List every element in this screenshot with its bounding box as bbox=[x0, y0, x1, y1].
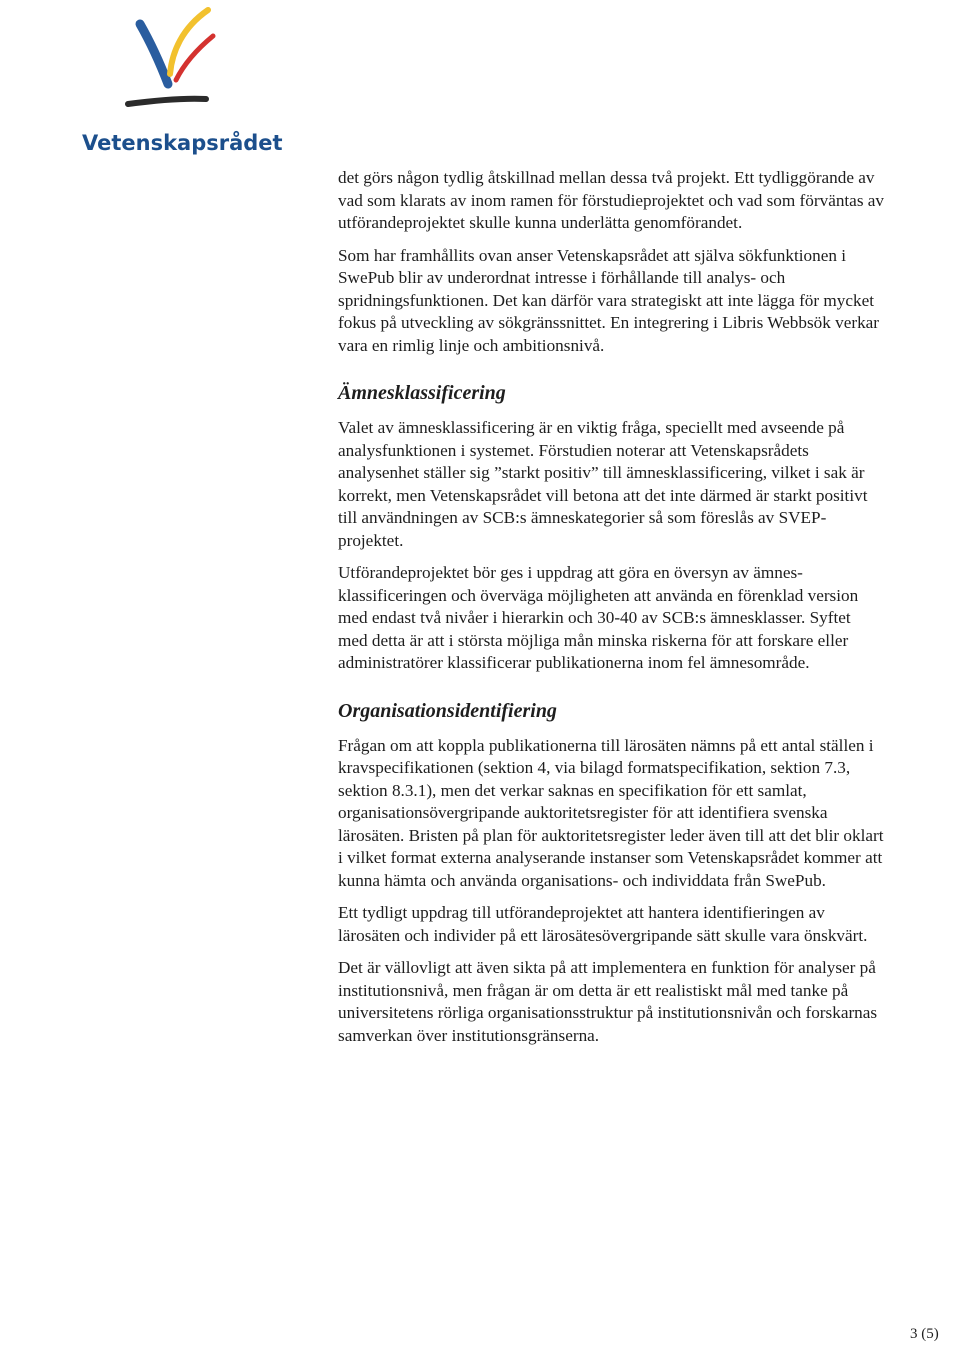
text-line: spridningsfunktionen. Det kan därför vara strategiskt att inte lägga för mycket bbox=[338, 290, 874, 310]
text-line: Som har framhållits ovan anser Vetenskapsrådet att själva sökfunktionen i bbox=[338, 245, 847, 265]
text-line: i vilket format externa analyserande instanser som Vetenskapsrådet kommer att bbox=[338, 848, 883, 867]
text-line: analysenhet ställer sig ”starkt positiv” till ämnesklassificering, vilket i sak är bbox=[338, 463, 865, 482]
text-line: universitetens rörliga organisationsstruktur på institutionsnivån och forskarnas bbox=[338, 1003, 878, 1022]
text-line: kravspecifikationen (sektion 4, via bilagd formatspecifikation, sektion 7.3, bbox=[338, 758, 851, 777]
text-line: korrekt, men Vetenskapsrådet vill betona att det inte därmed är starkt positivt bbox=[338, 485, 868, 505]
text-line: Valet av ämnesklassificering är en viktig fråga, speciellt med avseende på bbox=[338, 418, 845, 437]
text-line: Utförandeprojektet bör ges i uppdrag att göra en översyn av ämnes- bbox=[338, 563, 803, 582]
text-line: det görs någon tydlig åtskillnad mellan dessa två projekt. Ett tydliggörande av bbox=[338, 168, 875, 187]
section-heading-amnesklassificering: Ämnesklassificering bbox=[338, 382, 506, 404]
paragraph-4 bbox=[338, 562, 960, 675]
text-line: vad som klarats av inom ramen för förstudieprojektet och vad som förväntas av bbox=[338, 190, 885, 210]
text-line: organisationsövergripande auktoritetsregister för att identifiera svenska bbox=[338, 803, 828, 822]
paragraph-1 bbox=[338, 167, 960, 235]
text-line: fokus på utveckling av sökgränssnittet. En integrering i Libris Webbsök verkar bbox=[338, 313, 880, 332]
text-line: Det är vällovligt att även sikta på att implementera en funktion för analyser på bbox=[338, 958, 876, 977]
logo-blue-stroke bbox=[140, 24, 168, 84]
text-line: administratörer klassificerar publikationerna inom fel ämnesområde. bbox=[338, 653, 810, 672]
text-line: till användningen av SCB:s ämneskategorier så som föreslås av SVEP- bbox=[338, 508, 827, 527]
paragraph-7 bbox=[338, 957, 960, 1047]
text-line: projektet. bbox=[338, 530, 404, 550]
text-line: Frågan om att koppla publikationerna till lärosäten nämns på ett antal ställen i bbox=[338, 735, 874, 755]
text-line: Ett tydligt uppdrag till utförandeprojektet att hantera identifieringen av bbox=[338, 903, 825, 922]
paragraph-2 bbox=[338, 245, 960, 358]
text-line: klassificeringen och överväga möjligheten att använda en förenklad version bbox=[338, 585, 859, 605]
text-line: med endast två nivåer i hierarkin och 30-40 av SCB:s ämnesklasser. Syftet bbox=[338, 608, 851, 627]
page-number: 3 (5) bbox=[910, 1326, 939, 1342]
text-line: lärosäten och individer på ett lärosätesövergripande sätt skulle vara önskvärt. bbox=[338, 925, 868, 945]
document-body bbox=[338, 167, 960, 1057]
text-line: utförandeprojektet skulle kunna underlätta genomförandet. bbox=[338, 213, 743, 232]
logo-wordmark: Vetenskapsrådet bbox=[82, 131, 283, 155]
text-line: med detta är att i största möjliga mån minska riskerna för att forskare eller bbox=[338, 630, 849, 650]
text-line: institutionsnivå, men frågan är om detta är ett realistiskt mål med tanke på bbox=[338, 980, 849, 1000]
paragraph-3 bbox=[338, 417, 960, 552]
text-line: lärosäten. Bristen på plan för auktoritetsregister leder även till att det blir oklart bbox=[338, 825, 884, 845]
section-heading-organisationsidentifiering: Organisationsidentifiering bbox=[338, 699, 557, 722]
logo-yellow-stroke bbox=[170, 10, 208, 74]
text-line: vara en rimlig linje och ambitionsnivå. bbox=[338, 335, 605, 355]
paragraph-6 bbox=[338, 902, 960, 947]
text-line: analysfunktionen i systemet. Förstudien noterar att Vetenskapsrådets bbox=[338, 440, 809, 460]
paragraph-5 bbox=[338, 735, 960, 893]
text-line: kunna hämta och använda organisations- och individdata från SwePub. bbox=[338, 870, 826, 890]
text-line: samverkan över institutionsgränserna. bbox=[338, 1025, 600, 1045]
logo-dark-base-stroke bbox=[128, 99, 206, 104]
text-line: SwePub blir av underordnat intresse i förhållande till analys- och bbox=[338, 268, 786, 287]
vetenskapsradet-logo-icon bbox=[118, 6, 218, 108]
text-line: sektion 8.3.1), men det verkar saknas en specifikation för ett samlat, bbox=[338, 780, 807, 800]
